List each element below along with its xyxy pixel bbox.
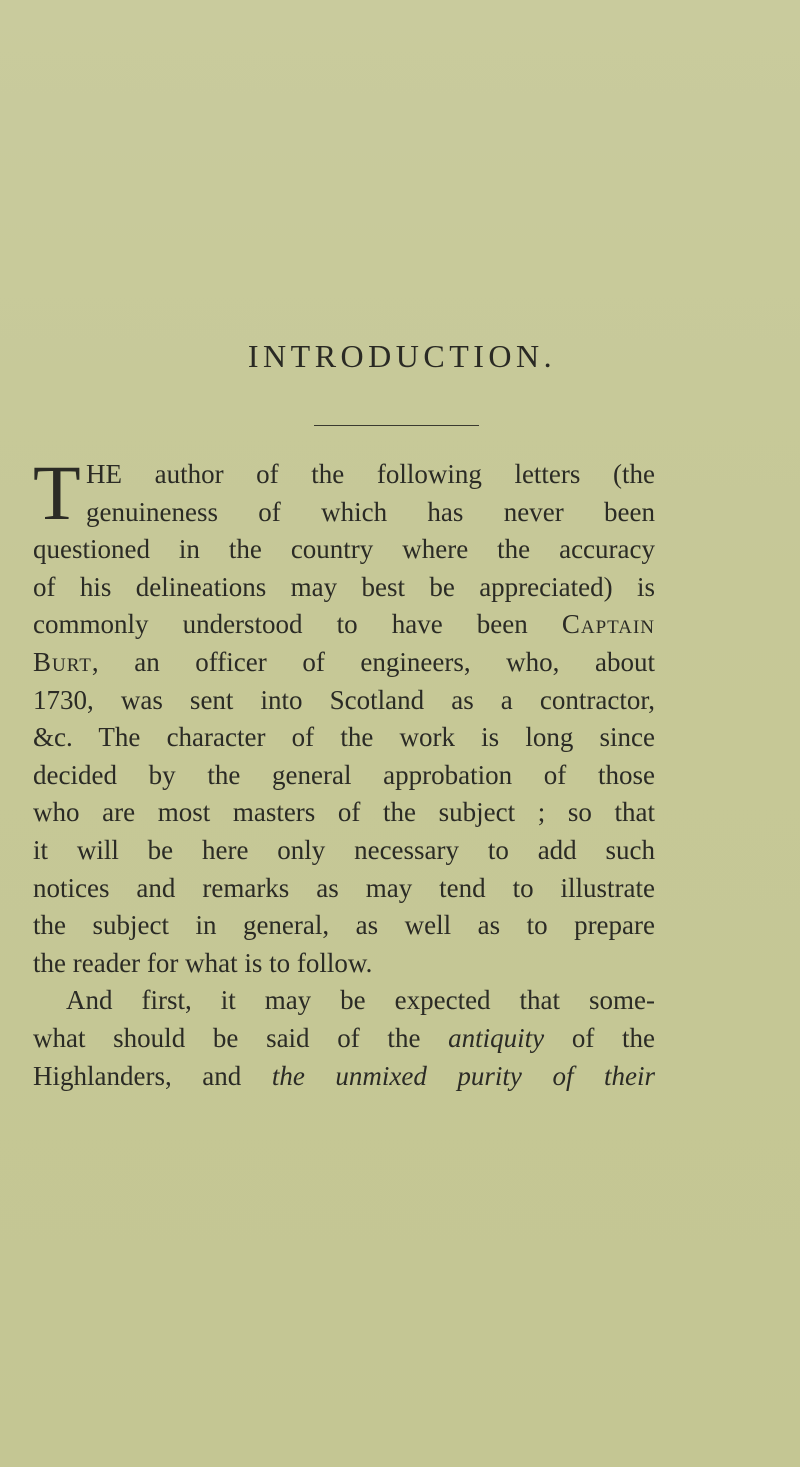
text-line: the reader for what is to follow. (33, 947, 373, 978)
text-line: what should be said of the antiquity of the (33, 1022, 655, 1053)
chapter-heading: INTRODUCTION. (247, 338, 557, 374)
text-line: it will be here only necessary to add such (33, 834, 655, 865)
text-line: notices and remarks as may tend to illustrate (33, 872, 655, 903)
text-line: And first, it may be expected that some- (66, 985, 655, 1016)
text-line: 1730, was sent into Scotland as a contractor, (33, 684, 655, 715)
text-line: of his delineations may best be appreciated) is (33, 571, 655, 602)
heading-rule (314, 425, 479, 426)
text-line: HE author of the following letters (the (86, 459, 655, 489)
text-line: decided by the general approbation of those (33, 759, 655, 790)
text-line: genuineness of which has never been (86, 496, 655, 527)
drop-cap: T (33, 449, 81, 536)
small-caps-text: Captain (561, 609, 655, 640)
text-line: Burt, an officer of engineers, who, about (33, 646, 655, 677)
body-text (33, 449, 656, 1095)
text-line: who are most masters of the subject ; so that (33, 797, 655, 828)
italic-text: antiquity (448, 1022, 545, 1053)
italic-text: the unmixed purity of their (271, 1060, 656, 1091)
text-line: Highlanders, and the unmixed purity of their (33, 1060, 656, 1091)
small-caps-text: Burt (33, 646, 92, 677)
text-line: questioned in the country where the accuracy (33, 534, 655, 565)
text-line: the subject in general, as well as to prepare (33, 910, 655, 941)
text-line: &c. The character of the work is long since (33, 722, 655, 753)
text-line: commonly understood to have been Captain (33, 609, 655, 640)
